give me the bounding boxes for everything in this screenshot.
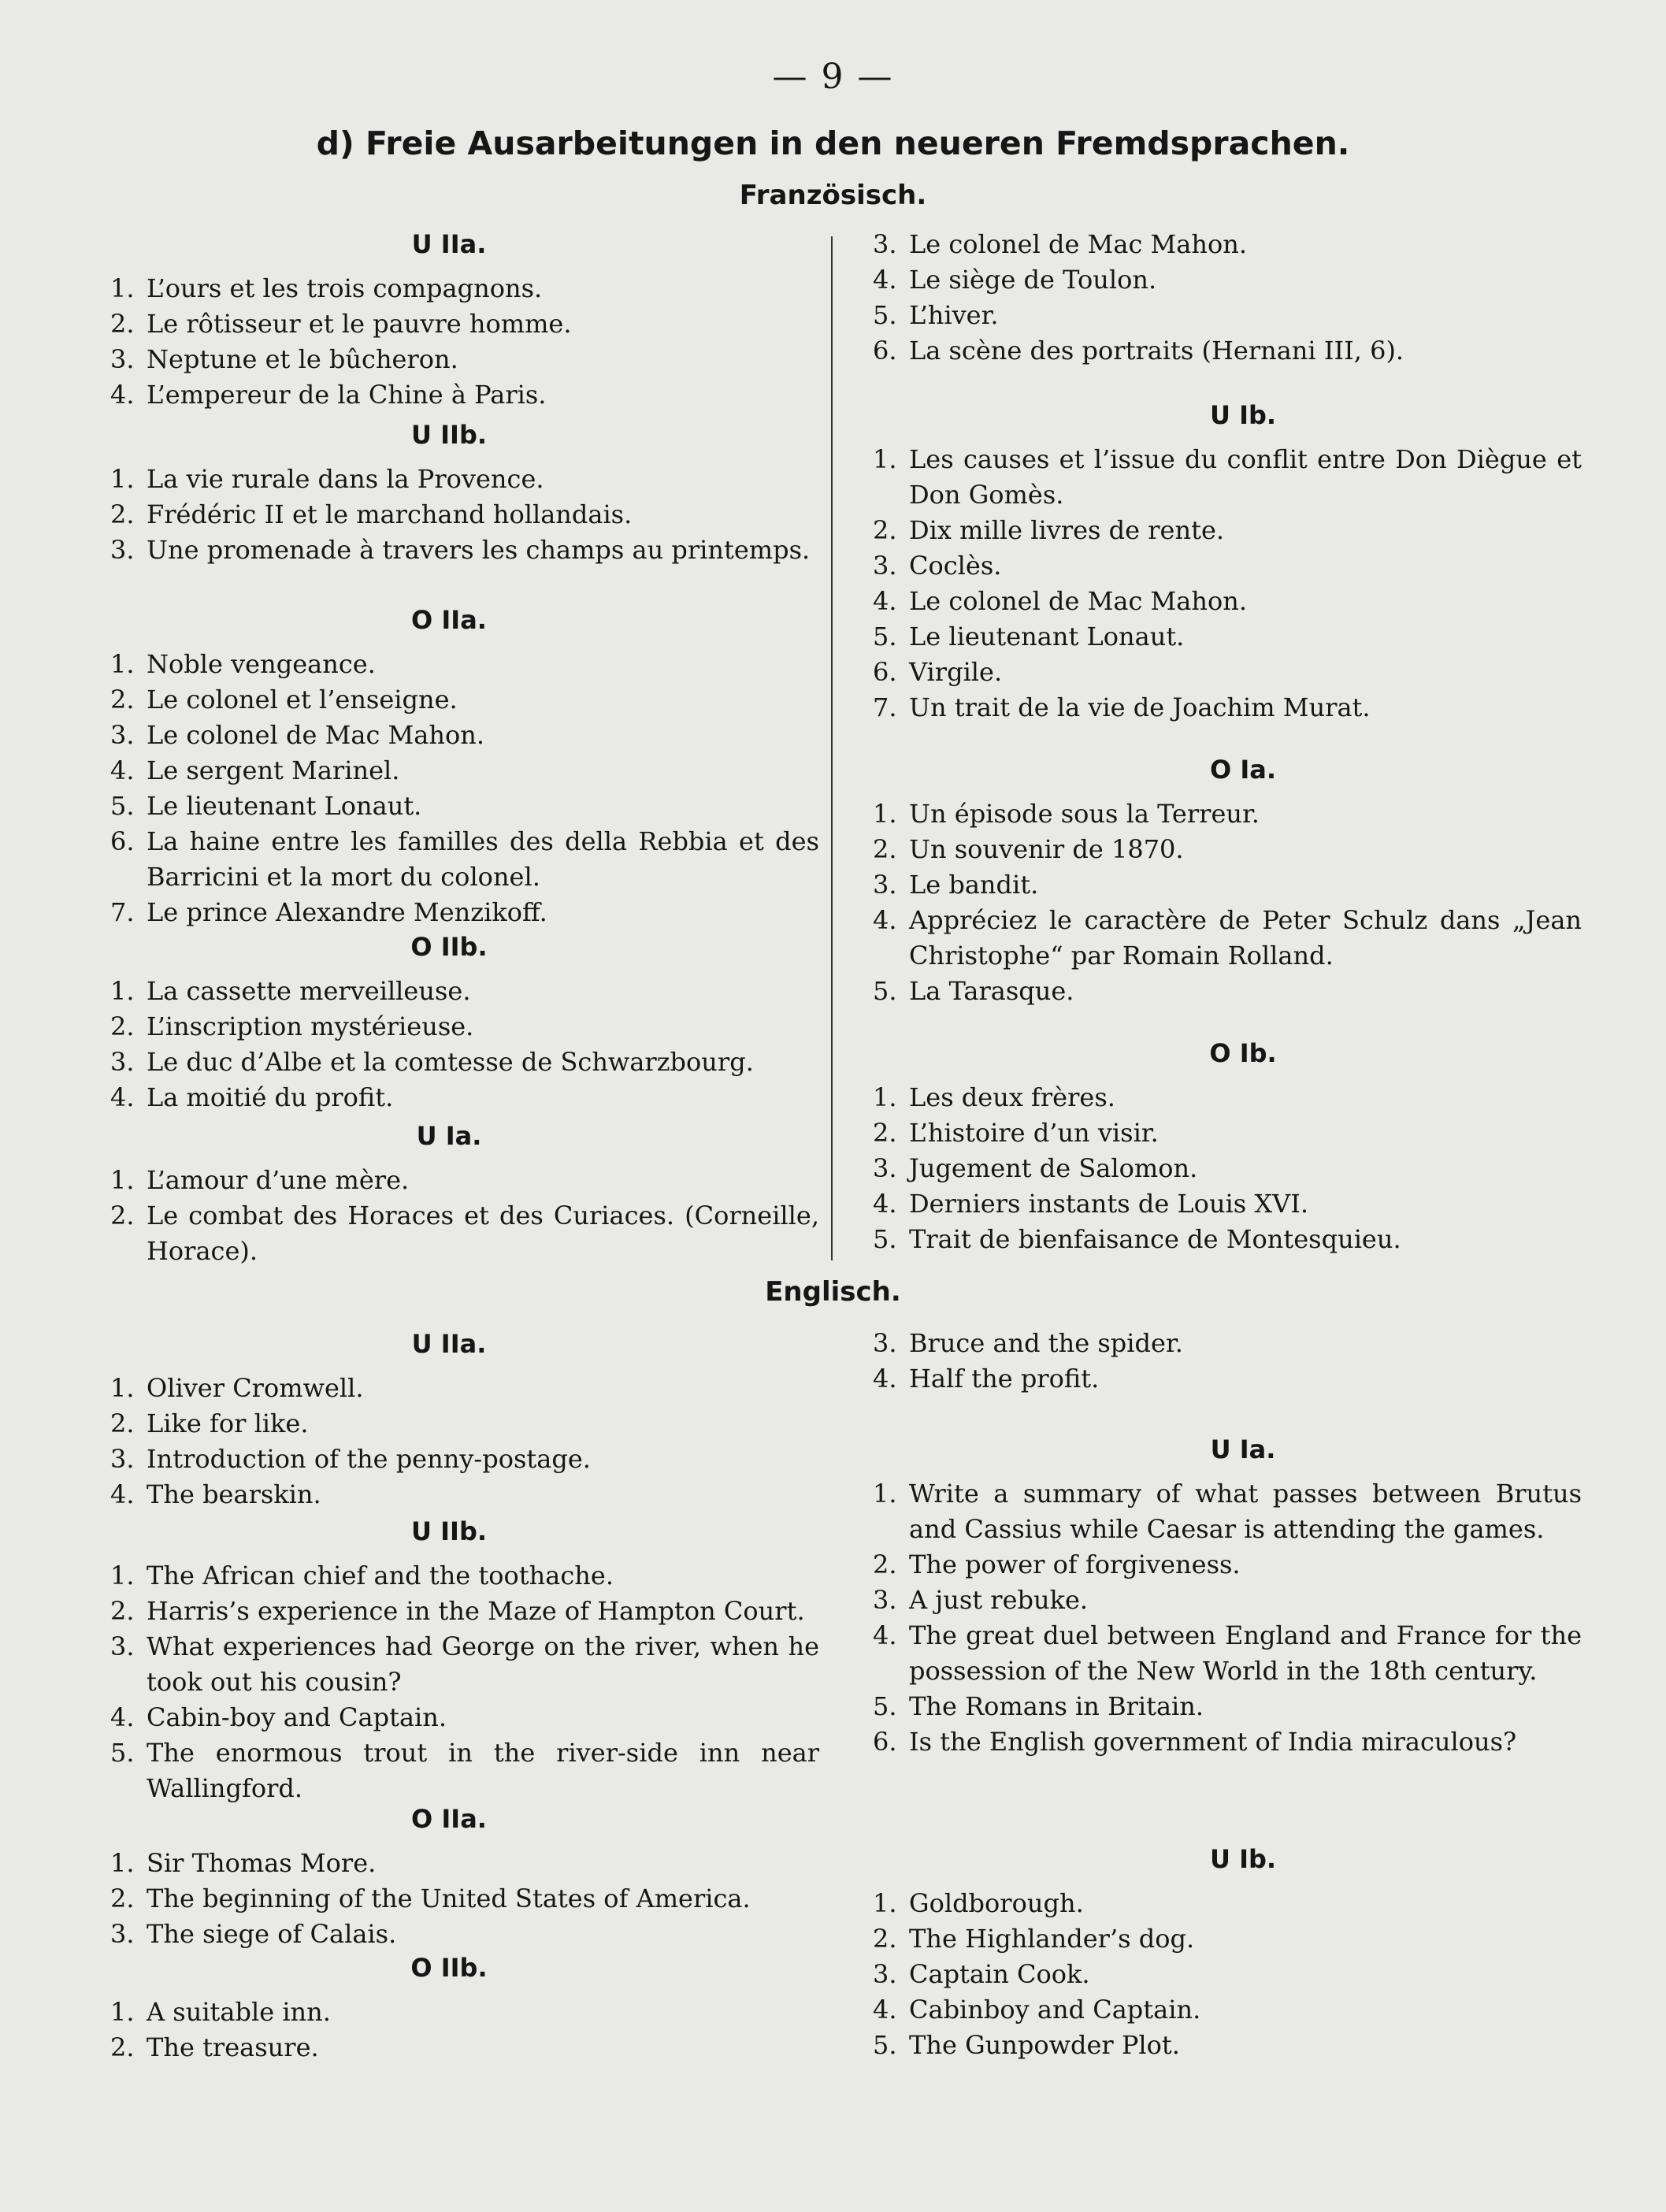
item-number: 4. <box>873 1364 897 1394</box>
item-text: The African chief and the toothache. <box>147 1561 614 1590</box>
group-o2b-english-continued <box>873 1326 1582 1397</box>
list-item <box>873 1992 1582 2028</box>
item-text: La scène des portraits (Hernani III, 6). <box>909 336 1404 366</box>
item-list <box>873 1476 1582 1760</box>
item-text: Neptune et le bûcheron. <box>147 344 458 374</box>
list-item <box>873 227 1582 262</box>
list-item <box>110 1198 819 1269</box>
list-item <box>110 1881 819 1917</box>
list-item <box>873 1957 1582 1992</box>
item-text: Bruce and the spider. <box>909 1328 1183 1358</box>
item-text: La cassette merveilleuse. <box>147 976 471 1006</box>
list-item <box>110 306 819 342</box>
list-item <box>873 1115 1582 1151</box>
list-item <box>873 298 1582 333</box>
item-number: 3. <box>110 1444 135 1474</box>
item-number: 1. <box>110 976 135 1006</box>
group-o2a-french <box>110 603 819 930</box>
group-title: U IIa. <box>411 1329 487 1359</box>
item-number: 5. <box>873 1691 897 1721</box>
item-text: Le combat des Horaces et des Curiaces. (Corneille, Horace). <box>147 1201 819 1266</box>
item-number: 4. <box>873 586 897 616</box>
list-item <box>110 1629 819 1700</box>
list-item <box>873 548 1582 584</box>
list-item <box>873 1151 1582 1186</box>
list-item <box>110 1700 819 1735</box>
item-number: 6. <box>110 826 135 856</box>
group-title: U Ib. <box>1209 400 1277 430</box>
item-text: The enormous trout in the river-side inn near Wallingford. <box>147 1738 819 1803</box>
item-number: 2. <box>110 309 135 339</box>
item-number: 4. <box>110 1082 135 1112</box>
list-item <box>110 682 819 718</box>
column-divider <box>831 236 833 1260</box>
item-text: Dix mille livres de rente. <box>909 515 1225 545</box>
list-item <box>873 1618 1582 1689</box>
item-text: The great duel between England and France for the possession of the New World in the 18th century. <box>909 1620 1582 1686</box>
list-item <box>873 1689 1582 1724</box>
section-title-english: Englisch. <box>765 1276 901 1308</box>
group-o1b-french <box>873 1036 1582 1257</box>
item-text: Appréciez le caractère de Peter Schulz dans „Jean Christophe“ par Romain Rolland. <box>909 905 1582 971</box>
item-number: 4. <box>873 1620 897 1650</box>
item-number: 3. <box>110 1047 135 1077</box>
item-text: Harris’s experience in the Maze of Hampton Court. <box>147 1596 805 1626</box>
group-u1a-french-continued <box>873 227 1582 369</box>
group-title: U Ia. <box>416 1121 482 1151</box>
item-number: 1. <box>110 464 135 494</box>
item-number: 2. <box>110 1408 135 1438</box>
item-text: La haine entre les familles des della Rebbia et des Barricini et la mort du colonel. <box>147 826 819 892</box>
list-item <box>873 1724 1582 1760</box>
item-text: Oliver Cromwell. <box>147 1373 364 1403</box>
list-item <box>873 1326 1582 1361</box>
item-number: 3. <box>110 1919 135 1949</box>
item-number: 2. <box>873 1924 897 1954</box>
group-u1a-french <box>110 1119 819 1269</box>
group-title: O IIb. <box>410 932 488 962</box>
item-number: 3. <box>110 535 135 565</box>
item-text: The Romans in Britain. <box>909 1691 1204 1721</box>
list-item <box>873 796 1582 832</box>
list-item <box>110 1995 819 2030</box>
item-text: Le colonel de Mac Mahon. <box>147 720 485 750</box>
item-list <box>110 1163 819 1269</box>
item-number: 1. <box>110 273 135 303</box>
item-text: Le bandit. <box>909 870 1039 900</box>
item-list <box>873 1886 1582 2063</box>
page-heading: d) Freie Ausarbeitungen in den neueren Fremdsprachen. <box>316 124 1350 162</box>
list-item <box>873 442 1582 513</box>
item-text: L’hiver. <box>909 300 999 330</box>
group-o2b-french <box>110 930 819 1115</box>
item-number: 2. <box>110 499 135 529</box>
item-number: 6. <box>873 657 897 687</box>
list-item <box>110 462 819 497</box>
item-text: Write a summary of what passes between Brutus and Cassius while Caesar is attending the games. <box>909 1479 1582 1544</box>
list-item <box>110 1917 819 1952</box>
item-text: Virgile. <box>909 657 1003 687</box>
item-text: Derniers instants de Louis XVI. <box>909 1189 1309 1219</box>
item-number: 1. <box>873 1479 897 1509</box>
group-o1a-french <box>873 752 1582 1009</box>
item-number: 2. <box>110 685 135 714</box>
list-item <box>873 333 1582 369</box>
item-text: L’amour d’une mère. <box>147 1165 410 1195</box>
list-item <box>110 647 819 682</box>
item-number: 6. <box>873 1727 897 1757</box>
list-item <box>873 584 1582 619</box>
item-number: 1. <box>110 1997 135 2027</box>
group-title: O Ia. <box>1210 755 1276 785</box>
item-number: 5. <box>873 622 897 651</box>
item-number: 1. <box>110 1373 135 1403</box>
group-u2b-english <box>110 1514 819 1806</box>
list-item <box>873 1476 1582 1547</box>
list-item <box>110 1045 819 1080</box>
item-number: 5. <box>873 2030 897 2060</box>
list-item <box>110 1558 819 1594</box>
list-item <box>110 1371 819 1406</box>
item-number: 1. <box>873 799 897 829</box>
item-number: 3. <box>873 1959 897 1989</box>
item-number: 2. <box>110 1596 135 1626</box>
list-item <box>873 655 1582 690</box>
item-number: 3. <box>110 720 135 750</box>
item-number: 7. <box>110 897 135 927</box>
item-text: Half the profit. <box>909 1364 1100 1394</box>
group-o2a-english <box>110 1802 819 1952</box>
item-number: 5. <box>110 791 135 821</box>
list-item <box>110 1735 819 1806</box>
item-text: L’histoire d’un visir. <box>909 1118 1159 1148</box>
item-number: 4. <box>110 1479 135 1509</box>
item-text: The treasure. <box>147 2032 319 2062</box>
group-u2a-french <box>110 227 819 413</box>
list-item <box>873 1921 1582 1957</box>
item-text: Trait de bienfaisance de Montesquieu. <box>909 1224 1401 1254</box>
item-number: 1. <box>873 1082 897 1112</box>
item-number: 3. <box>873 551 897 581</box>
group-title: U IIb. <box>411 420 487 450</box>
item-text: Cabinboy and Captain. <box>909 1995 1201 2025</box>
item-number: 5. <box>873 976 897 1006</box>
item-text: La Tarasque. <box>909 976 1074 1006</box>
list-item <box>110 377 819 413</box>
item-number: 3. <box>110 344 135 374</box>
item-text: Captain Cook. <box>909 1959 1090 1989</box>
item-text: Coclès. <box>909 551 1002 581</box>
item-number: 1. <box>110 1165 135 1195</box>
list-item <box>873 832 1582 867</box>
item-list <box>873 1326 1582 1397</box>
list-item <box>873 1361 1582 1397</box>
item-number: 6. <box>873 336 897 366</box>
item-text: Frédéric II et le marchand hollandais. <box>147 499 633 529</box>
item-list <box>873 796 1582 1009</box>
list-item <box>110 1009 819 1045</box>
list-item <box>110 1594 819 1629</box>
item-number: 2. <box>873 1118 897 1148</box>
item-list <box>873 227 1582 369</box>
item-text: Les causes et l’issue du conflit entre Don Diègue et Don Gomès. <box>909 444 1582 510</box>
item-text: The Gunpowder Plot. <box>909 2030 1180 2060</box>
item-number: 4. <box>873 1995 897 2025</box>
list-item <box>110 1406 819 1442</box>
item-number: 3. <box>873 1585 897 1615</box>
item-number: 3. <box>873 229 897 259</box>
item-number: 5. <box>873 1224 897 1254</box>
item-number: 3. <box>110 1631 135 1661</box>
item-list <box>110 1846 819 1952</box>
item-text: The siege of Calais. <box>147 1919 397 1949</box>
item-text: Jugement de Salomon. <box>909 1153 1198 1183</box>
item-list <box>110 462 819 568</box>
list-item <box>873 2028 1582 2063</box>
item-text: Le lieutenant Lonaut. <box>147 791 422 821</box>
list-item <box>110 1846 819 1881</box>
item-text: Un souvenir de 1870. <box>909 834 1184 864</box>
item-number: 2. <box>110 1884 135 1913</box>
list-item <box>873 867 1582 903</box>
list-item <box>110 497 819 533</box>
item-number: 3. <box>873 870 897 900</box>
item-number: 2. <box>110 1011 135 1041</box>
item-text: Le lieutenant Lonaut. <box>909 622 1185 651</box>
list-item <box>110 2030 819 2065</box>
group-o2b-english <box>110 1950 819 2065</box>
list-item <box>873 1547 1582 1583</box>
item-list <box>873 442 1582 726</box>
item-number: 2. <box>110 2032 135 2062</box>
list-item <box>110 1442 819 1477</box>
list-item <box>873 619 1582 655</box>
list-item <box>110 789 819 824</box>
item-text: Goldborough. <box>909 1888 1084 1918</box>
item-text: Sir Thomas More. <box>147 1848 377 1878</box>
item-number: 2. <box>873 1550 897 1579</box>
list-item <box>873 690 1582 726</box>
item-text: Le colonel de Mac Mahon. <box>909 229 1248 259</box>
item-number: 4. <box>110 1702 135 1732</box>
item-number: 4. <box>873 265 897 295</box>
item-number: 2. <box>110 1201 135 1230</box>
list-item <box>110 342 819 377</box>
item-text: La moitié du profit. <box>147 1082 394 1112</box>
group-u2a-english <box>110 1327 819 1512</box>
item-number: 1. <box>873 1888 897 1918</box>
item-text: The power of forgiveness. <box>909 1550 1241 1579</box>
list-item <box>110 1163 819 1198</box>
item-number: 1. <box>110 1561 135 1590</box>
item-text: Like for like. <box>147 1408 309 1438</box>
item-text: L’ours et les trois compagnons. <box>147 273 543 303</box>
list-item <box>110 718 819 753</box>
group-u1b-english <box>873 1842 1582 2063</box>
item-number: 1. <box>110 1848 135 1878</box>
item-text: Noble vengeance. <box>147 649 376 679</box>
item-text: La vie rurale dans la Provence. <box>147 464 544 494</box>
item-number: 4. <box>110 755 135 785</box>
list-item <box>873 1186 1582 1222</box>
list-item <box>110 753 819 789</box>
item-text: Le duc d’Albe et la comtesse de Schwarzbourg. <box>147 1047 754 1077</box>
item-list <box>110 1995 819 2065</box>
item-text: Le colonel et l’enseigne. <box>147 685 458 714</box>
item-text: Le sergent Marinel. <box>147 755 400 785</box>
item-text: The bearskin. <box>147 1479 321 1509</box>
group-u1b-french <box>873 398 1582 726</box>
item-text: A suitable inn. <box>147 1997 331 2027</box>
item-number: 4. <box>873 905 897 935</box>
list-item <box>873 513 1582 548</box>
item-text: Un trait de la vie de Joachim Murat. <box>909 692 1371 722</box>
item-text: The beginning of the United States of America. <box>147 1884 751 1913</box>
item-text: Cabin-boy and Captain. <box>147 1702 447 1732</box>
item-number: 3. <box>873 1328 897 1358</box>
item-text: L’empereur de la Chine à Paris. <box>147 380 547 410</box>
list-item <box>110 974 819 1009</box>
list-item <box>873 1886 1582 1921</box>
list-item <box>110 271 819 306</box>
item-text: Le prince Alexandre Menzikoff. <box>147 897 547 927</box>
group-title: U Ia. <box>1210 1434 1276 1464</box>
list-item <box>873 903 1582 974</box>
item-list <box>873 1080 1582 1257</box>
group-title: U IIb. <box>411 1516 487 1546</box>
item-text: Introduction of the penny-postage. <box>147 1444 591 1474</box>
list-item <box>873 1080 1582 1115</box>
item-number: 7. <box>873 692 897 722</box>
section-title-french: Französisch. <box>739 180 927 211</box>
list-item <box>110 1477 819 1512</box>
list-item <box>110 533 819 568</box>
item-text: Le colonel de Mac Mahon. <box>909 586 1248 616</box>
item-text: Le rôtisseur et le pauvre homme. <box>147 309 572 339</box>
list-item <box>110 895 819 930</box>
group-title: O IIa. <box>411 1804 487 1834</box>
item-text: The Highlander’s dog. <box>909 1924 1195 1954</box>
item-list <box>110 647 819 930</box>
item-number: 2. <box>873 834 897 864</box>
item-list <box>110 1371 819 1512</box>
item-text: Is the English government of India miraculous? <box>909 1727 1517 1757</box>
list-item <box>873 974 1582 1009</box>
item-text: Les deux frères. <box>909 1082 1115 1112</box>
item-text: L’inscription mystérieuse. <box>147 1011 474 1041</box>
item-number: 3. <box>873 1153 897 1183</box>
list-item <box>873 1583 1582 1618</box>
item-list <box>110 271 819 413</box>
page-number: — 9 — <box>772 57 894 97</box>
list-item <box>873 262 1582 298</box>
item-list <box>110 1558 819 1806</box>
item-list <box>110 974 819 1115</box>
group-title: U Ib. <box>1209 1844 1277 1874</box>
list-item <box>110 824 819 895</box>
item-text: What experiences had George on the river, when he took out his cousin? <box>147 1631 819 1697</box>
item-number: 2. <box>873 515 897 545</box>
list-item <box>873 1222 1582 1257</box>
item-text: Une promenade à travers les champs au printemps. <box>147 535 811 565</box>
group-title: O Ib. <box>1209 1038 1277 1068</box>
item-number: 4. <box>110 380 135 410</box>
item-number: 5. <box>110 1738 135 1768</box>
item-number: 4. <box>873 1189 897 1219</box>
item-text: A just rebuke. <box>909 1585 1089 1615</box>
group-u1a-english <box>873 1432 1582 1760</box>
item-text: Le siège de Toulon. <box>909 265 1157 295</box>
item-text: Un épisode sous la Terreur. <box>909 799 1260 829</box>
group-title: U IIa. <box>411 229 487 259</box>
group-title: O IIb. <box>410 1953 488 1983</box>
list-item <box>110 1080 819 1115</box>
item-number: 5. <box>873 300 897 330</box>
group-title: O IIa. <box>411 605 487 635</box>
group-u2b-french <box>110 418 819 568</box>
item-number: 1. <box>873 444 897 474</box>
item-number: 1. <box>110 649 135 679</box>
